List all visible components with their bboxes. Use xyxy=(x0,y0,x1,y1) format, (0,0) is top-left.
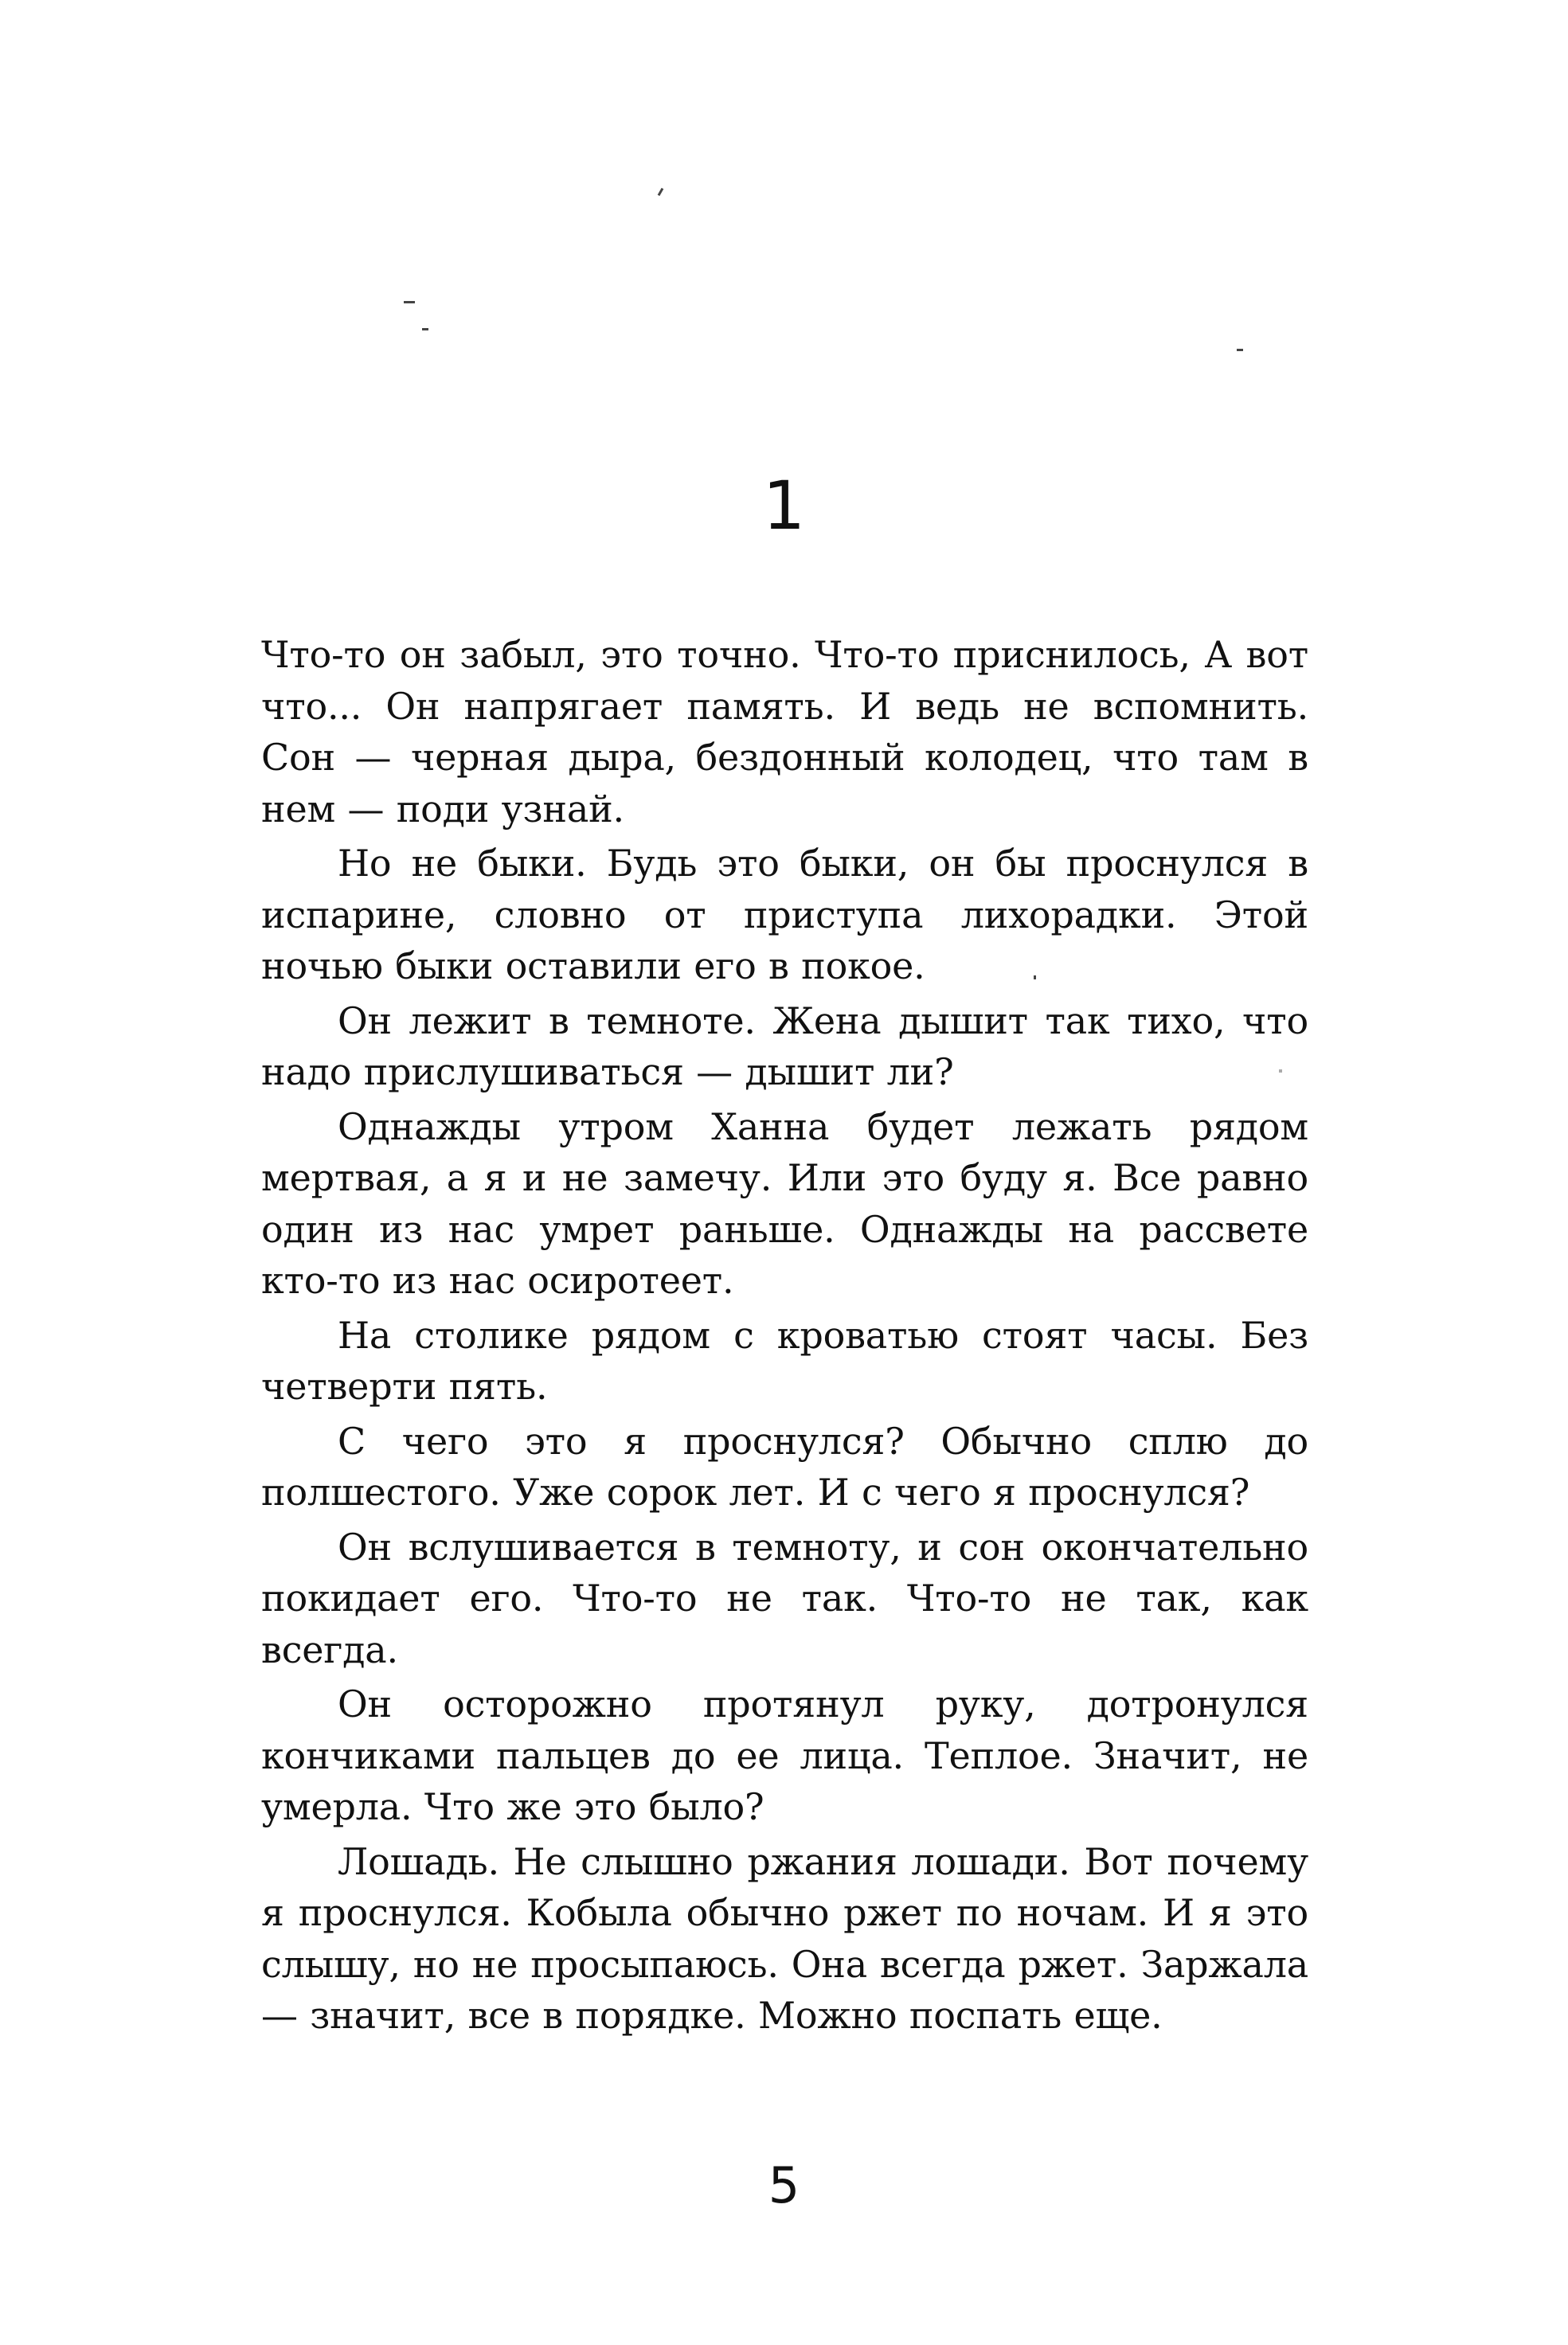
paragraph: С чего это я проснулся? Обычно сплю до полшестого. Уже сорок лет. И с чего я проснулся? xyxy=(261,1419,1308,1514)
page-number: 5 xyxy=(768,2156,800,2214)
paragraph: Он вслушивается в темноту, и сон окончательно покидает его. Что-то не так. Что-то не так, как всегда. xyxy=(261,1525,1308,1671)
scan-speck xyxy=(658,188,664,196)
paragraph: Но не быки. Будь это быки, он бы проснулся в испарине, словно от приступа лихорадки. Этой ночью быки оставили его в покое. xyxy=(261,842,1308,987)
scan-speck xyxy=(422,328,428,330)
scan-speck xyxy=(404,301,415,303)
paragraph: На столике рядом с кроватью стоят часы. Без четверти пять. xyxy=(261,1313,1308,1408)
chapter-number: 1 xyxy=(762,467,806,545)
scan-speck xyxy=(1237,349,1243,351)
paragraph: Что-то он забыл, это точно. Что-то приснилось, А вот что... Он напрягает память. И ведь не вспомнить. Сон — черная дыра, бездонный колодец, что там в нем — поди узнай. xyxy=(261,633,1308,831)
paragraph: Лошадь. Не слышно ржания лошади. Вот почему я проснулся. Кобыла обычно ржет по ночам. И я это слышу, но не просыпаюсь. Она всегда ржет. Заржала — значит, все в порядке. Можно поспать еще. xyxy=(261,1839,1308,2037)
paragraph: Он лежит в темноте. Жена дышит так тихо, что надо прислушиваться — дышит ли? xyxy=(261,999,1308,1093)
body-text xyxy=(261,629,1308,2045)
paragraph: Он осторожно протянул руку, дотронулся кончиками пальцев до ее лица. Теплое. Значит, не умерла. Что же это было? xyxy=(261,1683,1308,1828)
paragraph: Однажды утром Ханна будет лежать рядом мертвая, а я и не замечу. Или это буду я. Все равно один из нас умрет раньше. Однажды на рассвете кто-то из нас осиротеет. xyxy=(261,1104,1308,1302)
